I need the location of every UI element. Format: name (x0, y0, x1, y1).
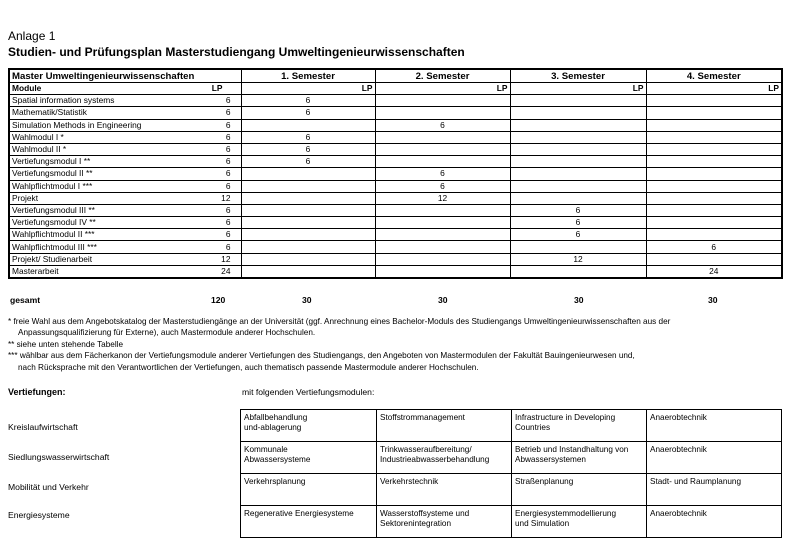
table-row (9, 119, 782, 131)
semester-lp-cell (646, 143, 782, 155)
module-lp: 6 (225, 119, 231, 130)
semester-lp-cell: 6 (241, 143, 375, 155)
semester-lp-cell (510, 265, 646, 278)
module-name: Mathematik/Statistik (12, 107, 87, 118)
vertiefung-row (241, 410, 782, 442)
semester-lp-cell (510, 131, 646, 143)
semester-lp-cell (646, 119, 782, 131)
vertiefungen-heading: Vertiefungen: (8, 387, 66, 397)
semester-lp-cell (375, 204, 510, 216)
vertiefung-name: Siedlungswasserwirtschaft (8, 452, 110, 462)
module-lp: 6 (225, 180, 231, 191)
semester-lp-cell: 6 (375, 119, 510, 131)
semester-lp-cell (241, 119, 375, 131)
total-lp: 120 (211, 295, 226, 305)
module-name: Vertiefungsmodul III ** (12, 204, 95, 215)
semester-lp-cell: 24 (646, 265, 782, 278)
module-cell (9, 156, 241, 168)
module-lp: 6 (225, 95, 231, 106)
vertiefungsmodul-cell: Verkehrstechnik (377, 474, 512, 506)
semester-lp-cell (375, 95, 510, 107)
table-row (9, 229, 782, 241)
semester-lp-cell: 6 (646, 241, 782, 253)
semester-lp-cell (510, 95, 646, 107)
total-row (8, 295, 781, 307)
table-row (9, 156, 782, 168)
module-name: Wahlmodul II * (12, 144, 67, 155)
table-row (9, 265, 782, 278)
total-semester-1: 30 (302, 295, 312, 305)
module-lp: 6 (225, 229, 231, 240)
vertiefung-name: Energiesysteme (8, 510, 70, 520)
semester-lp-cell (646, 131, 782, 143)
module-cell (9, 265, 241, 278)
footnote-line: ** siehe unten stehende Tabelle (8, 339, 124, 349)
semester-lp-cell: 12 (375, 192, 510, 204)
vertiefungsmodul-cell: Infrastructure in Developing Countries (512, 410, 647, 442)
lp-column-header: LP (241, 83, 375, 95)
module-name: Wahlpflichtmodul III *** (12, 241, 97, 252)
semester-lp-cell (241, 168, 375, 180)
semester-lp-cell (241, 229, 375, 241)
semester-lp-cell (646, 217, 782, 229)
module-cell (9, 143, 241, 155)
module-name: Wahlmodul I * (12, 131, 64, 142)
module-lp: 24 (221, 265, 231, 276)
semester-lp-cell (510, 156, 646, 168)
module-name: Vertiefungsmodul IV ** (12, 217, 96, 228)
semester-lp-cell (646, 95, 782, 107)
study-plan-table (8, 68, 783, 279)
module-cell (9, 107, 241, 119)
total-semester-4: 30 (708, 295, 718, 305)
table-row (9, 217, 782, 229)
module-cell (9, 131, 241, 143)
module-name: Spatial information systems (12, 95, 115, 106)
semester-lp-cell (510, 180, 646, 192)
module-cell (9, 217, 241, 229)
footnote-line: Anpassungsqualifizierung für Externe), auch Mastermodule anderer Hochschulen. (18, 328, 316, 338)
module-header-text: Module (12, 83, 42, 94)
module-cell (9, 192, 241, 204)
semester-header: 1. Semester (241, 69, 375, 83)
table-row (9, 95, 782, 107)
semester-lp-cell (510, 241, 646, 253)
semester-lp-cell (510, 192, 646, 204)
module-cell (9, 253, 241, 265)
module-name: Masterarbeit (12, 265, 59, 276)
module-cell (9, 168, 241, 180)
semester-lp-cell (646, 253, 782, 265)
lp-column-header: LP (646, 83, 782, 95)
semester-lp-cell: 6 (241, 131, 375, 143)
module-cell (9, 241, 241, 253)
module-name: Projekt (12, 192, 39, 203)
table-row (9, 131, 782, 143)
semester-lp-cell: 6 (510, 217, 646, 229)
lp-header-text: LP (211, 83, 223, 94)
semester-lp-cell: 6 (241, 107, 375, 119)
module-cell (9, 119, 241, 131)
semester-lp-cell (241, 253, 375, 265)
module-lp: 6 (225, 156, 231, 167)
semester-header: 4. Semester (646, 69, 782, 83)
semester-lp-cell (646, 204, 782, 216)
module-name: Wahlpflichtmodul II *** (12, 229, 95, 240)
table-row (9, 180, 782, 192)
vertiefungsmodul-cell: Regenerative Energiesysteme (241, 506, 377, 538)
vertiefung-row (241, 442, 782, 474)
module-cell (9, 180, 241, 192)
plan-subheader-row (9, 83, 782, 95)
vertiefung-row (241, 506, 782, 538)
semester-lp-cell (646, 229, 782, 241)
table-row (9, 253, 782, 265)
plan-header-row (9, 69, 782, 83)
semester-lp-cell: 6 (510, 204, 646, 216)
module-lp: 12 (221, 192, 231, 203)
semester-lp-cell (375, 217, 510, 229)
vertiefungsmodul-cell: Trinkwasseraufbereitung/ Industrieabwasserbehandlung (377, 442, 512, 474)
footnote-line: * freie Wahl aus dem Angebotskatalog der Masterstudiengänge an der Universität (ggf. Anrechnung eines Bachelor-Moduls des Studiengangs Umweltingenieurwissenschaften aus der (8, 317, 671, 326)
vertiefung-name: Kreislaufwirtschaft (8, 422, 78, 432)
semester-lp-cell: 6 (375, 168, 510, 180)
module-lp: 6 (225, 241, 231, 252)
module-name: Simulation Methods in Engineering (12, 119, 142, 130)
module-lp: 6 (225, 168, 231, 179)
table-row (9, 241, 782, 253)
semester-lp-cell (241, 204, 375, 216)
vertiefungsmodul-cell: Anaerobtechnik (647, 442, 782, 474)
semester-lp-cell (646, 168, 782, 180)
semester-lp-cell (646, 107, 782, 119)
total-label: gesamt (10, 295, 41, 305)
vertiefung-name: Mobilität und Verkehr (8, 482, 89, 492)
module-lp: 6 (225, 131, 231, 142)
semester-lp-cell (241, 217, 375, 229)
semester-lp-cell: 6 (375, 180, 510, 192)
semester-lp-cell (646, 192, 782, 204)
vertiefungsmodul-cell: Anaerobtechnik (647, 410, 782, 442)
semester-lp-cell (646, 156, 782, 168)
semester-lp-cell (241, 192, 375, 204)
module-lp: 6 (225, 204, 231, 215)
semester-lp-cell: 6 (510, 229, 646, 241)
vertiefungsmodul-cell: Betrieb und Instandhaltung von Abwassersystemen (512, 442, 647, 474)
semester-lp-cell (375, 143, 510, 155)
vertiefungsmodul-cell: Stadt- und Raumplanung (647, 474, 782, 506)
semester-lp-cell (375, 229, 510, 241)
table-row (9, 168, 782, 180)
semester-lp-cell (375, 253, 510, 265)
module-lp: 6 (225, 107, 231, 118)
table-row (9, 107, 782, 119)
vertiefungsmodul-cell: Energiesystemmodellierung und Simulation (512, 506, 647, 538)
table-row (9, 192, 782, 204)
semester-lp-cell (375, 265, 510, 278)
vertiefungsmodul-cell: Abfallbehandlung und-ablagerung (241, 410, 377, 442)
semester-header: 3. Semester (510, 69, 646, 83)
program-name: Master Umweltingenieurwissenschaften (9, 69, 241, 83)
semester-lp-cell (510, 107, 646, 119)
module-cell (9, 229, 241, 241)
module-name: Vertiefungsmodul I ** (12, 156, 91, 167)
document-title: Studien- und Prüfungsplan Masterstudiengang Umweltingenieurwissenschaften (8, 45, 465, 59)
module-name: Vertiefungsmodul II ** (12, 168, 93, 179)
semester-lp-cell (375, 241, 510, 253)
module-name: Wahlpflichtmodul I *** (12, 180, 93, 191)
total-semester-3: 30 (574, 295, 584, 305)
module-name: Projekt/ Studienarbeit (12, 253, 93, 264)
semester-lp-cell: 6 (241, 95, 375, 107)
module-lp: 6 (225, 217, 231, 228)
vertiefung-row (241, 474, 782, 506)
table-row (9, 204, 782, 216)
module-lp: 12 (221, 253, 231, 264)
semester-lp-cell (646, 180, 782, 192)
semester-lp-cell (375, 156, 510, 168)
footnote-line: nach Rücksprache mit den Verantwortlichen der Vertiefungen, auch thematisch passende Mastermodule anderer Hochschulen. (18, 362, 479, 372)
footnote-line: *** wählbar aus dem Fächerkanon der Vertiefungsmodule anderer Vertiefungen des Studiengangs, den Angeboten von Mastermodulen der Fakultät Bauingenieurwesen und, (8, 351, 635, 361)
vertiefungsmodul-cell: Straßenplanung (512, 474, 647, 506)
module-cell (9, 95, 241, 107)
vertiefungsmodul-cell: Verkehrsplanung (241, 474, 377, 506)
vertiefungen-subheading: mit folgenden Vertiefungsmodulen: (242, 387, 375, 397)
semester-lp-cell: 6 (241, 156, 375, 168)
semester-lp-cell: 12 (510, 253, 646, 265)
semester-lp-cell (375, 107, 510, 119)
vertiefungsmodul-cell: Kommunale Abwassersysteme (241, 442, 377, 474)
semester-lp-cell (375, 131, 510, 143)
vertiefungsmodul-cell: Wasserstoffsysteme und Sektorenintegration (377, 506, 512, 538)
module-cell (9, 204, 241, 216)
total-semester-2: 30 (438, 295, 448, 305)
anlage-label: Anlage 1 (8, 29, 56, 43)
lp-column-header: LP (375, 83, 510, 95)
semester-lp-cell (241, 265, 375, 278)
vertiefungen-table (240, 409, 782, 538)
footnotes (8, 316, 793, 373)
module-column-header (9, 83, 241, 95)
vertiefungsmodul-cell: Anaerobtechnik (647, 506, 782, 538)
lp-column-header: LP (510, 83, 646, 95)
semester-lp-cell (510, 119, 646, 131)
semester-header: 2. Semester (375, 69, 510, 83)
vertiefungsmodul-cell: Stoffstrommanagement (377, 410, 512, 442)
semester-lp-cell (510, 143, 646, 155)
table-row (9, 143, 782, 155)
semester-lp-cell (241, 241, 375, 253)
semester-lp-cell (510, 168, 646, 180)
semester-lp-cell (241, 180, 375, 192)
module-lp: 6 (225, 144, 231, 155)
